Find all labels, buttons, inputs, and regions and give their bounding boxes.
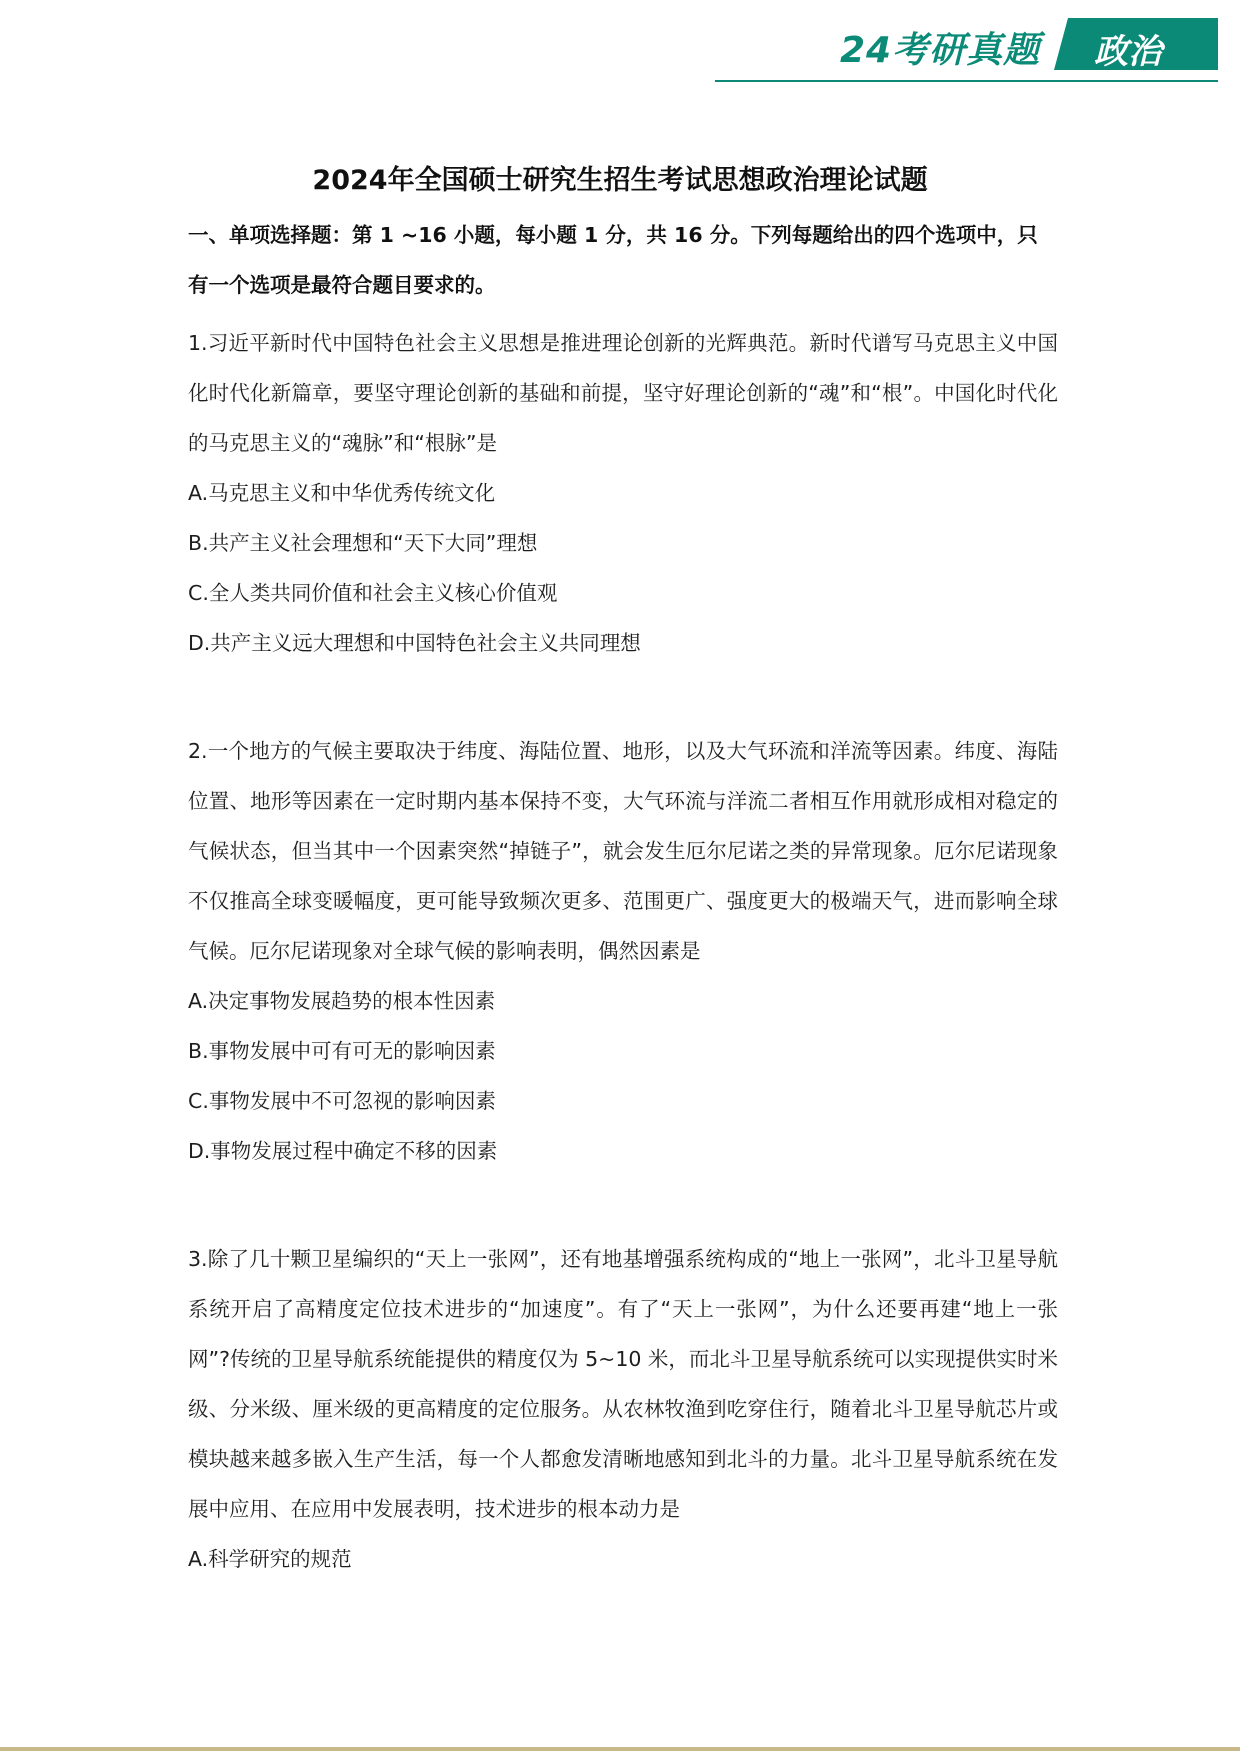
page-title: 2024年全国硕士研究生招生考试思想政治理论试题	[312, 165, 928, 196]
option-b: B.事物发展中可有可无的影响因素	[188, 1039, 496, 1063]
question-1	[188, 318, 1058, 668]
question-stem: 1.习近平新时代中国特色社会主义思想是推进理论创新的光辉典范。新时代谱写马克思主义中国化时代化新篇章，要坚守理论创新的基础和前提，坚守好理论创新的“魂”和“根”。中国化时代化的马克思主义的“魂脉”和“根脉”是	[188, 331, 1058, 455]
question-spacer	[188, 668, 1058, 718]
exam-content	[188, 210, 1058, 1584]
option-d: D.事物发展过程中确定不移的因素	[188, 1139, 498, 1163]
option-a: A.决定事物发展趋势的根本性因素	[188, 989, 496, 1013]
option-c: C.事物发展中不可忽视的影响因素	[188, 1089, 496, 1113]
option-b: B.共产主义社会理想和“天下大同”理想	[188, 531, 538, 555]
question-2	[188, 726, 1058, 1176]
section-instruction: 一、单项选择题：第 1 ~16 小题，每小题 1 分，共 16 分。下列每题给出的四个选项中，只有一个选项是最符合题目要求的。	[188, 223, 1038, 297]
subject-label: 政治	[1094, 32, 1162, 72]
exam-year-label: 24考研真题	[840, 30, 1041, 71]
question-stem: 2.一个地方的气候主要取决于纬度、海陆位置、地形，以及大气环流和洋流等因素。纬度、海陆位置、地形等因素在一定时期内基本保持不变，大气环流与洋流二者相互作用就形成相对稳定的气候状态，但当其中一个因素突然“掉链子”，就会发生厄尔尼诺之类的异常现象。厄尔尼诺现象不仅推高全球变暖幅度，更可能导致频次更多、范围更广、强度更大的极端天气，进而影响全球气候。厄尔尼诺现象对全球气候的影响表明，偶然因素是	[188, 739, 1058, 963]
question-spacer	[188, 1176, 1058, 1226]
option-a: A.科学研究的规范	[188, 1547, 352, 1571]
question-3	[188, 1234, 1058, 1584]
option-c: C.全人类共同价值和社会主义核心价值观	[188, 581, 558, 605]
exam-header-badge	[818, 18, 1218, 70]
option-a: A.马克思主义和中华优秀传统文化	[188, 481, 496, 505]
header-divider	[715, 80, 1218, 82]
footer-divider	[0, 1747, 1240, 1751]
question-stem: 3.除了几十颗卫星编织的“天上一张网”，还有地基增强系统构成的“地上一张网”，北斗卫星导航系统开启了高精度定位技术进步的“加速度”。有了“天上一张网”，为什么还要再建“地上一张网”?传统的卫星导航系统能提供的精度仅为 5~10 米，而北斗卫星导航系统可以实现提供实时米级、分米级、厘米级的更高精度的定位服务。从农林牧渔到吃穿住行，随着北斗卫星导航芯片或模块越来越多嵌入生产生活，每一个人都愈发清晰地感知到北斗的力量。北斗卫星导航系统在发展中应用、在应用中发展表明，技术进步的根本动力是	[188, 1247, 1058, 1521]
option-d: D.共产主义远大理想和中国特色社会主义共同理想	[188, 631, 641, 655]
